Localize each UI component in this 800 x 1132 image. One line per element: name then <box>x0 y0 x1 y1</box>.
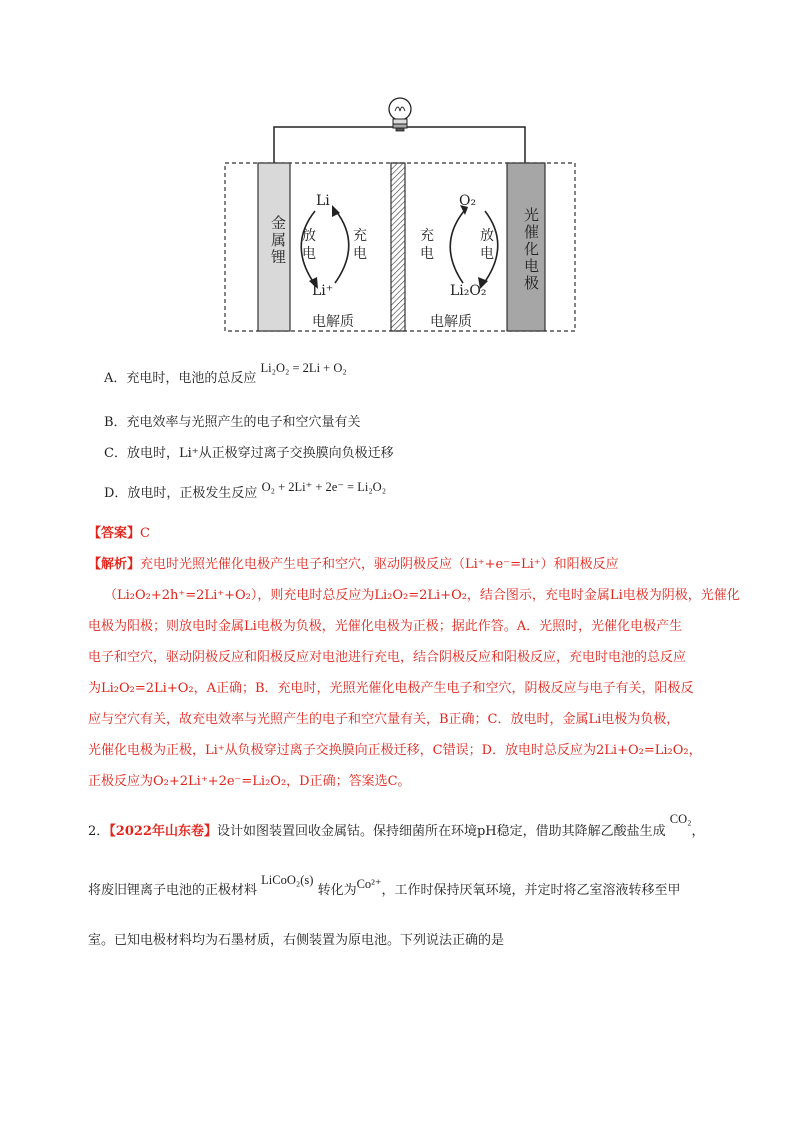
option-b: B．充电效率与光照产生的电子和空穴量有关 <box>104 415 361 430</box>
ion-exchange-membrane <box>391 163 405 331</box>
right-electrode-label: 光催化电极 <box>522 207 540 292</box>
question2-source: 【2022年山东卷】 <box>109 824 217 839</box>
option-d-formula: O₂ + 2Li⁺ + 2e⁻ = Li₂O₂ <box>261 480 387 494</box>
option-a-formula: Li₂O₂ = 2Li + O₂ <box>260 361 347 375</box>
analysis-line-1 <box>88 555 619 575</box>
charge-arrow-right <box>450 211 464 283</box>
li-label: Li <box>316 193 330 209</box>
li2o2-label: Li₂O₂ <box>450 283 487 299</box>
answer-value: C <box>140 526 150 541</box>
analysis-label: 【解析】 <box>88 557 141 572</box>
question2-text-2a: 将废旧锂离子电池的正极材料 <box>88 883 258 898</box>
wire <box>274 127 384 163</box>
analysis-line-7: 光催化电极为正极，Li⁺从负极穿过离子交换膜向正极迁移，C错误；D．放电时总反应为2Li+O₂=Li₂O₂， <box>88 743 702 758</box>
analysis-text: 充电时光照光催化电极产生电子和空穴，驱动阴极反应（Li⁺+e⁻=Li⁺）和阳极反应 <box>140 557 619 572</box>
battery-diagram <box>222 95 578 335</box>
question2-line-1 <box>88 812 705 842</box>
answer-label: 【答案】 <box>88 526 141 541</box>
electrolyte-label-right: 电解质 <box>430 314 472 330</box>
question2-text-2c: ，工作时保持厌氧环境，并定时将乙室溶液转移至甲 <box>381 883 681 898</box>
formula-licoo2: LiCoO₂(s) <box>261 873 314 887</box>
option-a-text: A．充电时，电池的总反应 <box>104 371 257 386</box>
formula-co-ion: Co²⁺ <box>356 877 382 891</box>
formula-co2: CO₂ <box>669 812 692 826</box>
o2-label: O₂ <box>459 193 477 209</box>
analysis-line-6: 应与空穴有关，故充电效率与光照产生的电子和空穴量有关，B正确；C．放电时，金属Li电极为负极， <box>88 712 680 727</box>
analysis-line-3: 电极为阳极；则放电时金属Li电极为负极，光催化电极为正极；据此作答。A．光照时，光催化电极产生 <box>88 619 683 634</box>
option-d-text: D．放电时，正极发生反应 <box>104 486 258 501</box>
left-electrode-label: 金属锂 <box>269 215 287 266</box>
wire <box>416 127 525 163</box>
discharge-label-left: 放电 <box>302 228 316 262</box>
analysis-line-5: 为Li₂O₂=2Li+O₂，A正确；B．充电时，光照光催化电极产生电子和空穴，阴极反应与电子有关，阳极反 <box>88 681 694 696</box>
option-a <box>104 361 347 389</box>
electrolyte-label-left: 电解质 <box>312 314 354 330</box>
analysis-line-4: 电子和空穴，驱动阴极反应和阳极反应对电池进行充电，结合阴极反应和阳极反应，充电时电池的总反应 <box>88 650 687 665</box>
discharge-label-right: 放电 <box>480 228 494 262</box>
charge-arrow-left <box>335 211 349 283</box>
li-ion-label: Li⁺ <box>312 283 334 299</box>
question2-comma: ， <box>691 824 705 839</box>
charge-label-right: 充电 <box>420 228 434 262</box>
charge-label-left: 充电 <box>353 228 367 262</box>
question2-line-2 <box>88 873 681 901</box>
option-c: C．放电时，Li⁺从正极穿过离子交换膜向负极迁移 <box>104 446 394 461</box>
option-d <box>104 480 387 504</box>
question2-line-3: 室。已知电极材料均为石墨材质，右侧装置为原电池。下列说法正确的是 <box>88 933 505 948</box>
answer <box>88 524 150 544</box>
light-bulb-icon <box>384 98 416 131</box>
question2-number: 2． <box>88 824 110 839</box>
analysis-line-2: （Li₂O₂+2h⁺=2Li⁺+O₂），则充电时总反应为Li₂O₂=2Li+O₂，结合图示，充电时金属Li电极为阴极，光催化 <box>104 588 740 603</box>
analysis-line-8: 正极反应为O₂+2Li⁺+2e⁻=Li₂O₂，D正确；答案选C。 <box>88 774 411 789</box>
question2-text-2b: 转化为 <box>317 883 357 898</box>
question2-text-1: 设计如图装置回收金属钴。保持细菌所在环境pH稳定，借助其降解乙酸盐生成 <box>216 824 666 839</box>
